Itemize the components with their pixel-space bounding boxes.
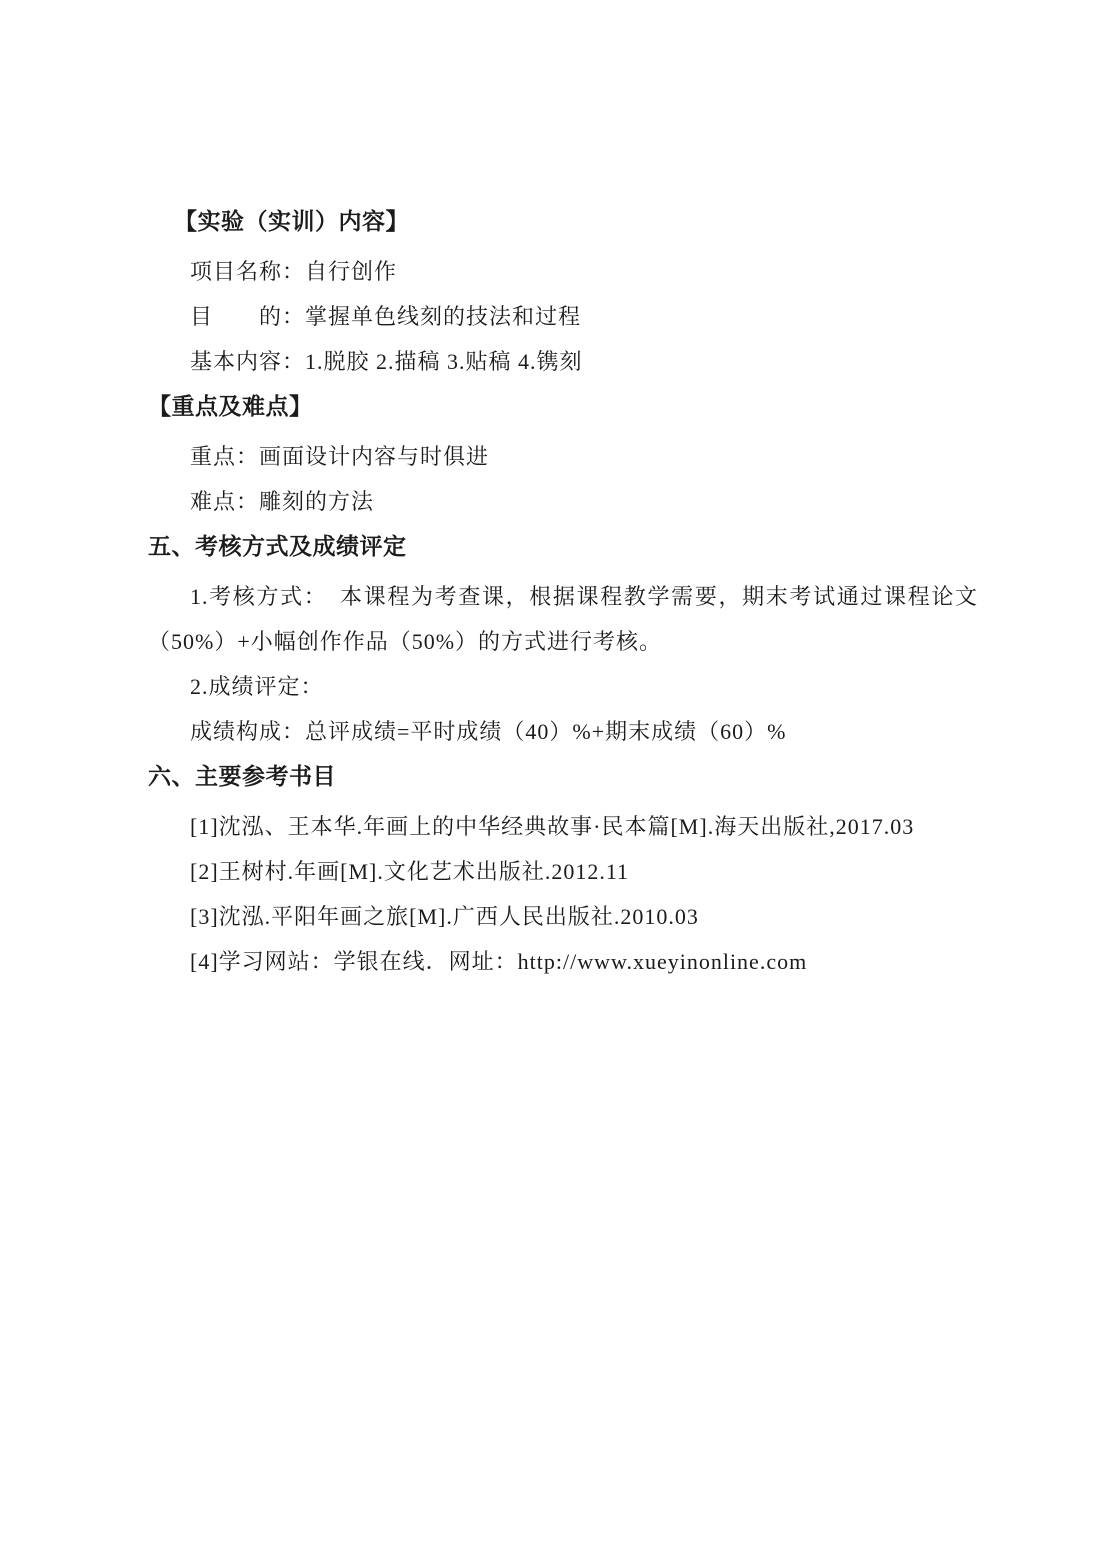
- key-points-section-heading: 【重点及难点】: [148, 393, 313, 419]
- assessment-section-heading: 五、考核方式及成绩评定: [148, 533, 407, 559]
- project-name-line: 项目名称：自行创作: [190, 259, 398, 284]
- reference-item: [3]沈泓.平阳年画之旅[M].广西人民出版社.2010.03: [190, 904, 699, 929]
- experiment-section-heading: 【实验（实训）内容】: [174, 208, 409, 234]
- reference-item: [2]王树村.年画[M].文化艺术出版社.2012.11: [190, 859, 630, 884]
- grading-label-line: 2.成绩评定：: [190, 674, 324, 699]
- key-point-line: 重点：画面设计内容与时俱进: [190, 444, 490, 469]
- reference-item: [1]沈泓、王本华.年画上的中华经典故事·民本篇[M].海天出版社,2017.03: [190, 814, 915, 839]
- grade-composition-line: 成绩构成：总评成绩=平时成绩（40）%+期末成绩（60）%: [190, 719, 787, 744]
- assessment-method-line-1: 1.考核方式： 本课程为考查课，根据课程教学需要，期末考试通过课程论文: [190, 584, 978, 609]
- difficulty-line: 难点：雕刻的方法: [190, 489, 375, 514]
- assessment-method-line-2: （50%）+小幅创作作品（50%）的方式进行考核。: [148, 629, 663, 654]
- document-content: [148, 199, 978, 984]
- references-section-heading: 六、主要参考书目: [148, 763, 336, 789]
- basic-content-line: 基本内容：1.脱胶 2.描稿 3.贴稿 4.镌刻: [190, 349, 583, 374]
- reference-item: [4]学习网站：学银在线．网址：http://www.xueyinonline.com: [190, 949, 808, 974]
- purpose-line: 目 的：掌握单色线刻的技法和过程: [190, 304, 582, 329]
